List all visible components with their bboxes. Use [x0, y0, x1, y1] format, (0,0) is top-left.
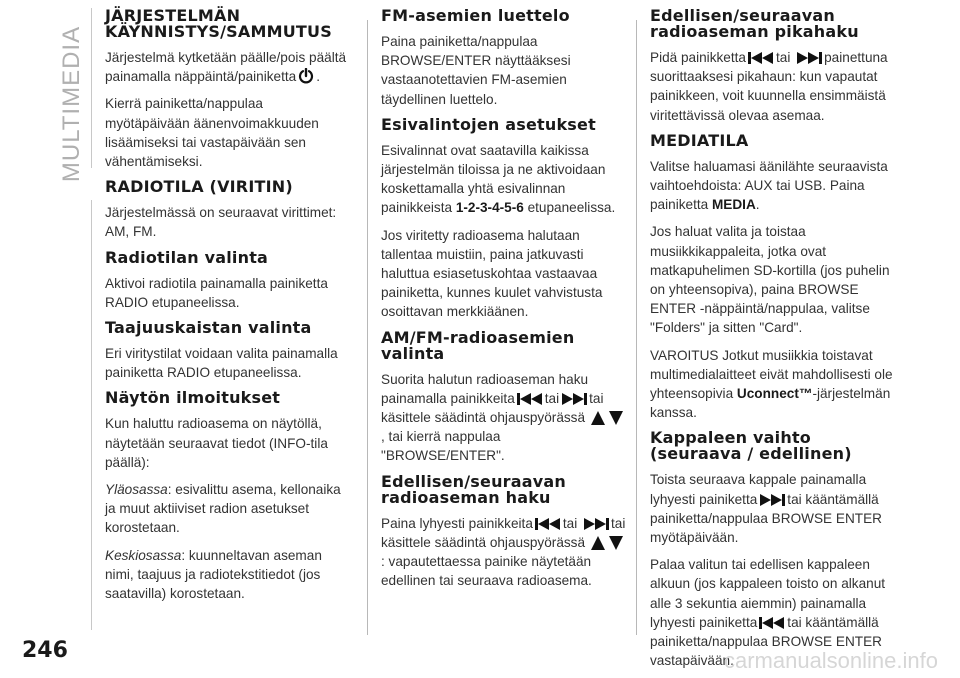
- power-icon: [298, 68, 314, 84]
- paragraph: Kierrä painiketta/nappulaa myötäpäivään äänenvoimakkuuden lisäämiseksi tai vastapäivään sen vähentämiseksi.: [105, 96, 319, 170]
- seek-back-icon: [759, 616, 785, 630]
- page-number: 246: [22, 638, 68, 663]
- column-3: [650, 8, 895, 678]
- paragraph: Yläosassa: esivalittu asema, kellonaika ja muut aktiiviset radion asetukset korostetaan.: [105, 482, 341, 536]
- heading-radio-select: Radiotilan valinta: [105, 247, 269, 267]
- paragraph: Paina lyhyesti painikkeita tai tai käsittele säädintä ohjauspyörässä : vapautettaessa painike näytetään edellinen tai seuraava radioasema.: [381, 515, 626, 589]
- heading-am-fm-select: AM/FM-radioasemien valinta: [381, 327, 575, 363]
- heading-band-select: Taajuuskaistan valinta: [105, 318, 312, 338]
- paragraph: Palaa valitun tai edellisen kappaleen alkuun (jos kappaleen toisto on alkanut alle 3 sekuntia aiemmin) painamalla lyhyesti painiketta tai kääntämällä painiketta/nappulaa BROWSE ENTER vastapäivään.: [650, 557, 886, 669]
- seek-back-icon: [748, 51, 774, 65]
- seek-back-icon: [517, 392, 543, 406]
- heading-power: JÄRJESTELMÄN KÄYNNISTYS/SAMMUTUS: [105, 6, 332, 41]
- paragraph: Keskiosassa: kuunneltavan aseman nimi, taajuus ja radiotekstitiedot (jos saatavilla) korostetaan.: [105, 547, 322, 602]
- paragraph: Toista seuraava kappale painamalla lyhyesti painiketta tai kääntämällä painiketta/nappulaa BROWSE ENTER myötäpäivään.: [650, 472, 882, 546]
- column-1: [105, 8, 350, 611]
- paragraph: Pidä painikketta tai painettuna suorittaaksesi pikahaun: kun vapautat painikkeen, voit kuunnella ensimmäistä viritettävissä olevaa asemaa.: [650, 50, 888, 123]
- seek-forward-icon: [561, 392, 587, 406]
- heading-track-change: Kappaleen vaihto (seuraava / edellinen): [650, 428, 852, 464]
- paragraph: Valitse haluamasi äänilähte seuraavista vaihtoehdoista: AUX tai USB. Paina painiketta MEDIA.: [650, 158, 888, 213]
- paragraph: Järjestelmässä on seuraavat virittimet: AM, FM.: [105, 205, 337, 240]
- watermark: carmanualsonline.info: [723, 648, 938, 673]
- heading-display-info: Näytön ilmoitukset: [105, 388, 281, 408]
- seek-forward-icon: [583, 517, 609, 531]
- paragraph: Kun haluttu radioasema on näytöllä, näytetään seuraavat tiedot (INFO-tila päällä):: [105, 416, 328, 470]
- paragraph: Jos viritetty radioasema halutaan tallentaa muistiin, paina jatkuvasti haluttua esiasetuskohtaa vastaavaa painiketta, kunnes kuulet vahvistusta osoittavan merkkiäänen.: [381, 227, 603, 320]
- column-divider: [367, 20, 368, 635]
- paragraph: Suorita halutun radioaseman haku painamalla painikkeita tai tai käsittele säädintä ohjauspyörässä , tai kierrä nappulaa "BROWSE/ENTER".: [381, 370, 626, 466]
- paragraph: Jos haluat valita ja toistaa musiikkikappaleita, jotka ovat matkapuhelimen SD-kortilla (jos puhelin on yhteensopiva), paina BROWSE ENTER -näppäintä/nappulaa, valitse "Folders" ja sitten "Card".: [650, 224, 890, 336]
- margin-rule-bottom: [91, 200, 92, 630]
- paragraph: VAROITUS Jotkut musiikkia toistavat multimedialaitteet eivät mahdollisesti ole yhteensopivia Uconnect™-järjestelmän kanssa.: [650, 347, 893, 421]
- paragraph: Eri viritystilat voidaan valita painamalla painiketta RADIO etupaneelissa.: [105, 346, 338, 381]
- seek-forward-icon: [796, 51, 822, 65]
- heading-fm-list: FM-asemien luettelo: [381, 6, 570, 25]
- paragraph: Aktivoi radiotila painamalla painiketta RADIO etupaneelissa.: [105, 275, 328, 310]
- seek-back-icon: [535, 517, 561, 531]
- steering-down-icon: [609, 536, 623, 550]
- heading-fast-seek: Edellisen/seuraavan radioaseman pikahaku: [650, 6, 859, 41]
- heading-presets: Esivalintojen asetukset: [381, 114, 596, 134]
- paragraph: Esivalinnat ovat saatavilla kaikissa järjestelmän tiloissa ja ne aktivoidaan koskettamalla yhtä esivalinnan painikkeista 1-2-3-4-5-6 etupaneelissa.: [381, 142, 616, 216]
- steering-up-icon: [591, 411, 605, 425]
- heading-radio-mode: RADIOTILA (VIRITIN): [105, 177, 293, 197]
- column-divider: [636, 20, 637, 635]
- heading-media-mode: MEDIATILA: [650, 130, 749, 150]
- section-tab: [54, 25, 90, 183]
- seek-forward-icon: [759, 493, 785, 507]
- paragraph: Järjestelmä kytketään päälle/pois päältä painamalla näppäintä/painiketta .: [105, 50, 347, 85]
- heading-seek: Edellisen/seuraavan radioaseman haku: [381, 471, 566, 507]
- section-tab-label: MULTIMEDIA: [58, 25, 86, 183]
- steering-down-icon: [609, 411, 623, 425]
- margin-rule-top: [91, 8, 92, 168]
- paragraph: Paina painiketta/nappulaa BROWSE/ENTER näyttääksesi vastaanotettavien FM-asemien täydellinen luettelo.: [381, 34, 571, 107]
- steering-up-icon: [591, 536, 605, 550]
- column-2: [381, 8, 626, 598]
